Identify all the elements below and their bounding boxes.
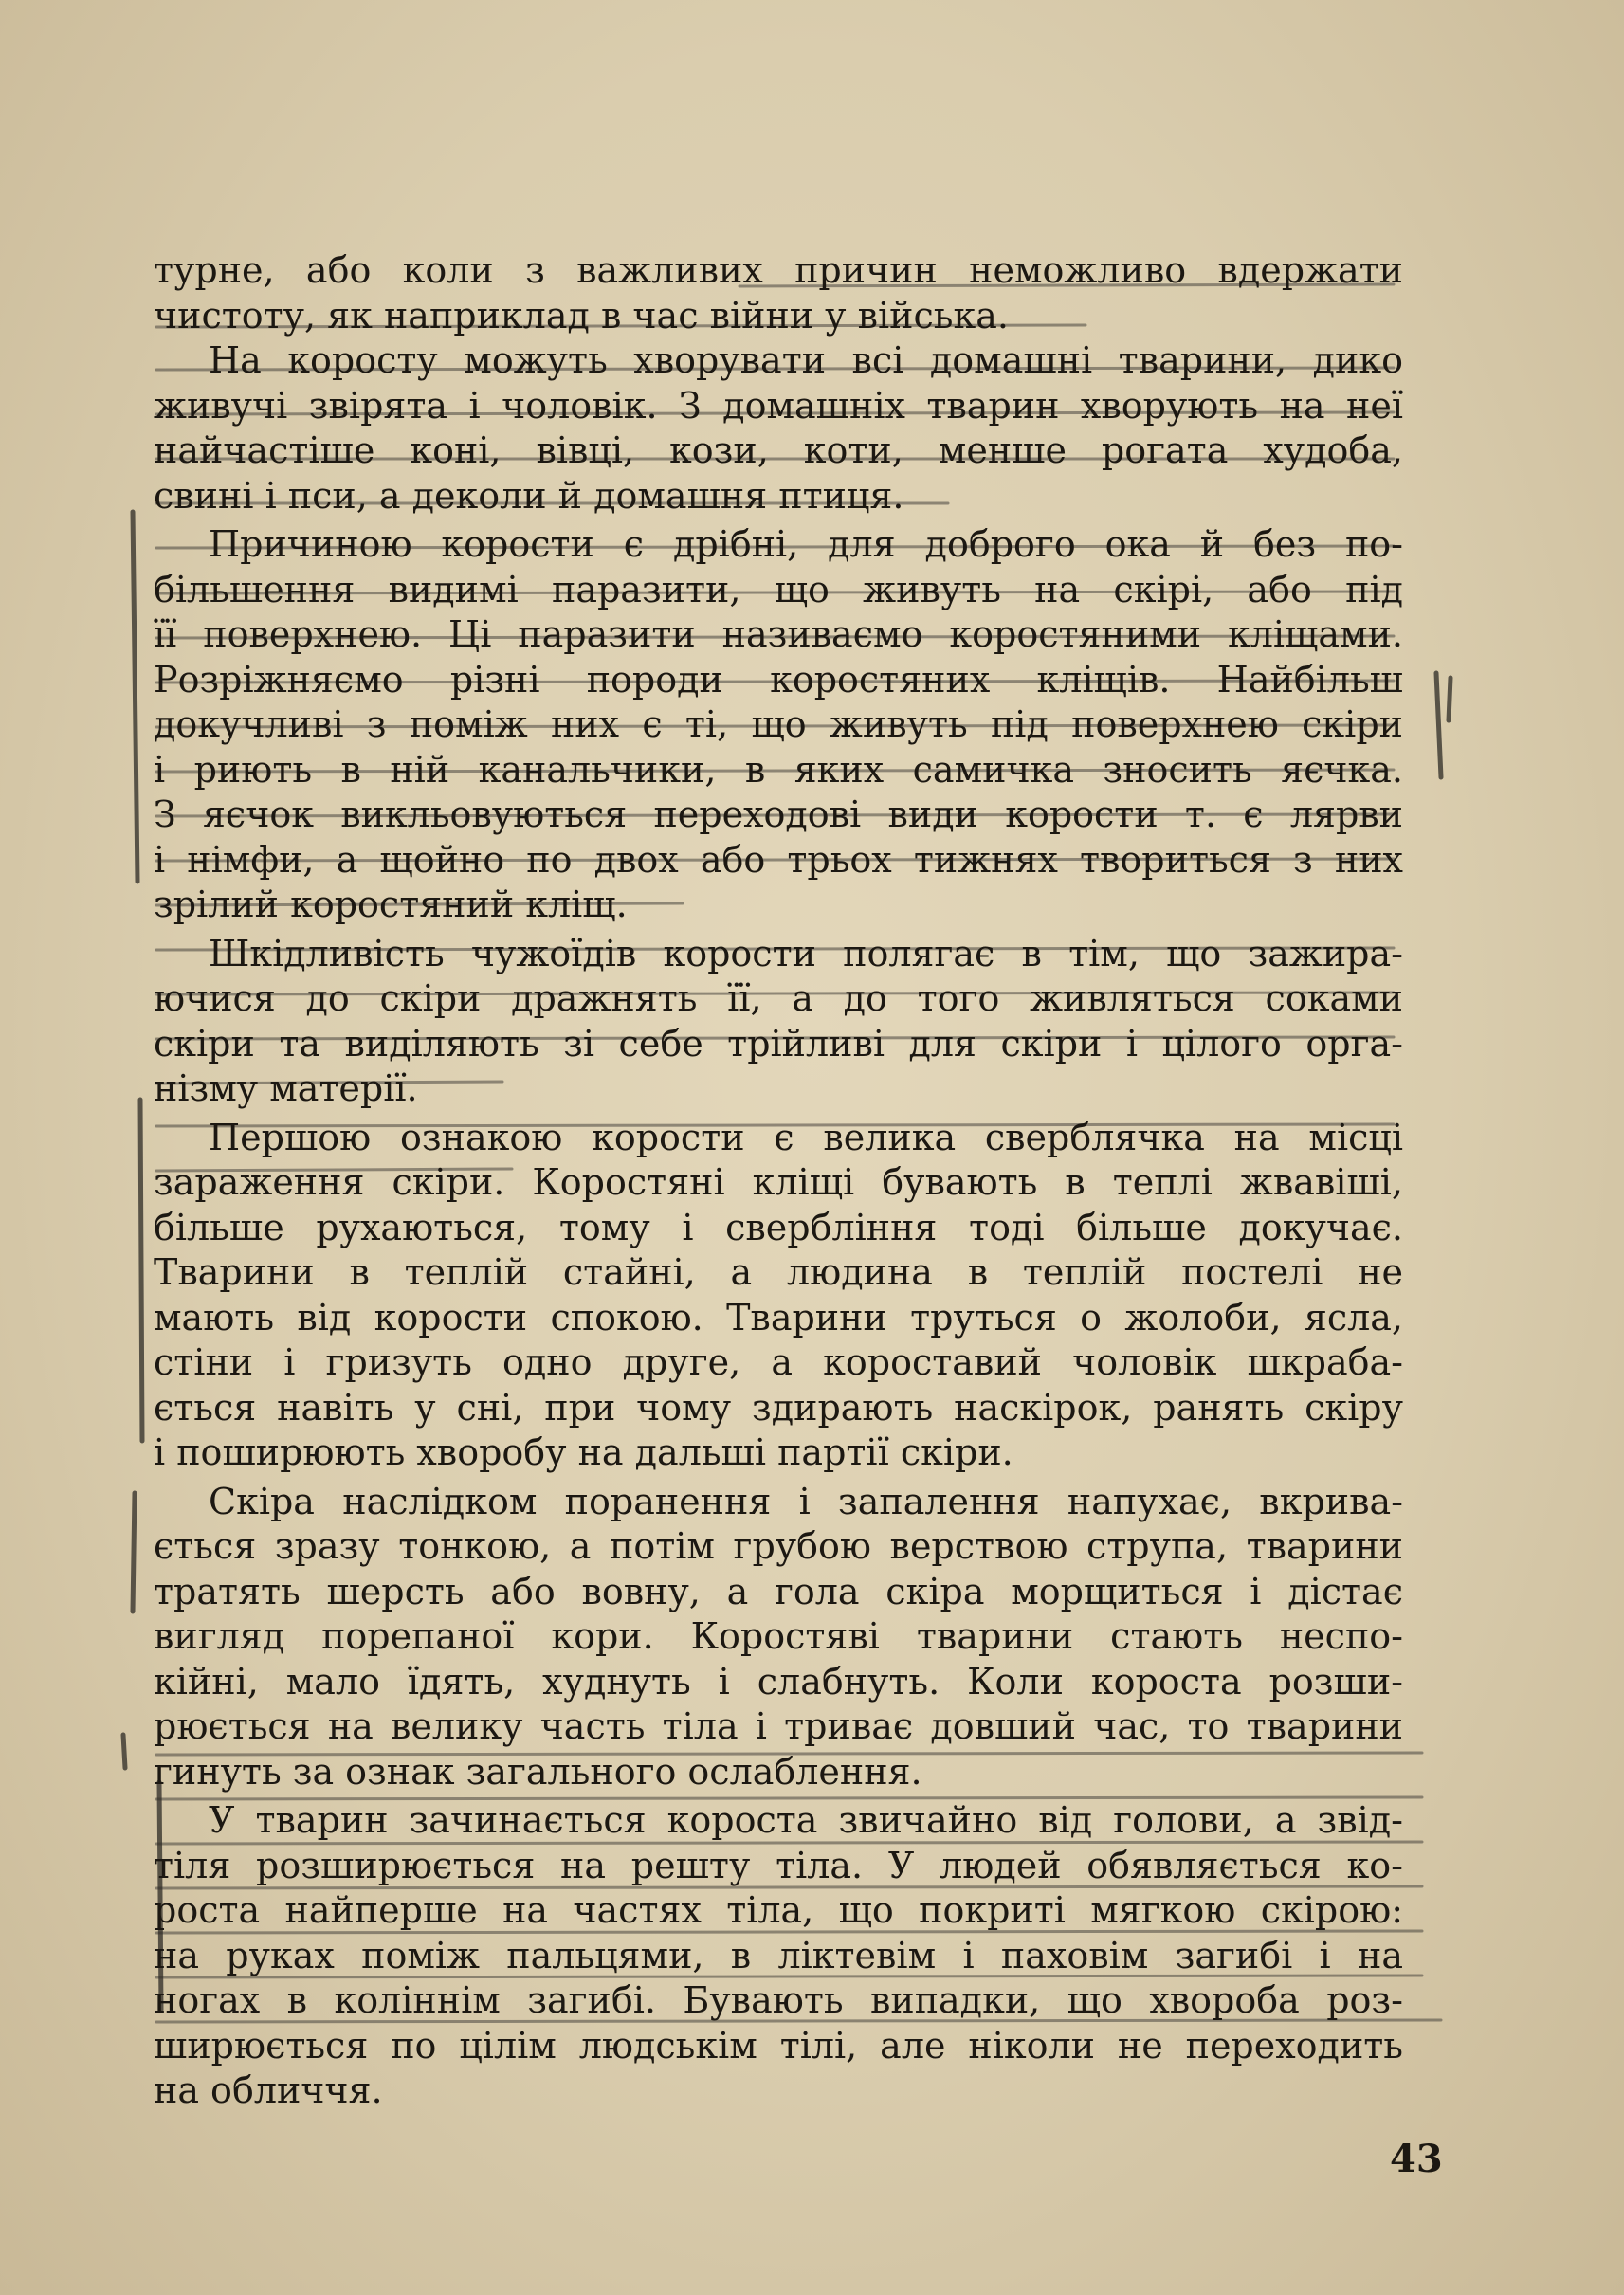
text-line: турне, або коли з важливих причин неможливо вдержати (154, 249, 1403, 291)
text-line: Причиною корости є дрібні, для доброго ока й без по- (209, 523, 1403, 565)
text-line: зараження скіри. Коростяні кліщі бувають в теплі жвавіші, (154, 1161, 1403, 1203)
text-line: кійні, мало їдять, худнуть і слабнуть. Коли короста розши- (154, 1660, 1403, 1703)
text-line: тіля розширюється на решту тіла. У людей обявляється ко- (154, 1844, 1403, 1886)
text-line: гинуть за ознак загального ослаблення. (154, 1750, 922, 1793)
text-line: З яєчок викльовуються переходові види корости т. є лярви (154, 793, 1403, 835)
text-line: ється навіть у сні, при чому здирають наскірок, ранять скіру (154, 1386, 1403, 1429)
text-line: і риють в ній канальчики, в яких самичка зносить яєчка. (154, 748, 1403, 791)
text-line: Розріжняємо різні породи коростяних кліщів. Найбільш (154, 658, 1403, 701)
text-line: більше рухаються, тому і свербління тоді більше докучає. (154, 1206, 1403, 1248)
text-line: ється зразу тонкою, а потім грубою верствою струпа, тварини (154, 1525, 1403, 1567)
text-line: зрілий коростяний кліщ. (154, 883, 628, 925)
text-line: тратять шерсть або вовну, а гола скіра морщиться і дістає (154, 1570, 1403, 1612)
text-line: живучі звірята і чоловік. З домашніх тварин хворують на неї (154, 384, 1403, 427)
text-line: на обличчя. (154, 2069, 383, 2111)
margin-bar-mark (1436, 673, 1441, 777)
margin-bar-mark (140, 1100, 142, 1441)
text-line: докучливі з поміж них є ті, що живуть під поверхнею скіри (154, 703, 1403, 745)
text-line: Тварини в теплій стайні, а людина в теплій постелі не (154, 1251, 1403, 1293)
text-line: роста найперше на частях тіла, що покриті мягкою скірою: (154, 1889, 1403, 1931)
text-line: свині і пси, а деколи й домашня птиця. (154, 474, 904, 517)
text-line: У тварин зачинається короста звичайно від голови, а звід- (209, 1799, 1403, 1841)
text-line: ширюється по цілім людськім тілі, але ніколи не переходить (154, 2024, 1403, 2067)
text-line: Шкідливість чужоїдів корости полягає в тім, що зажира- (209, 932, 1403, 974)
text-line: на руках поміж пальцями, в ліктевім і паховім загибі і на (154, 1934, 1403, 1976)
text-line: ючися до скіри дражнять її, а до того живляться соками (154, 977, 1403, 1019)
text-line: найчастіше коні, вівці, кози, коти, менше рогата худоба, (154, 429, 1403, 471)
text-line: її поверхнею. Ці паразити називаємо коростяними кліщами. (154, 613, 1403, 655)
text-line: Скіра наслідком поранення і запалення напухає, вкрива- (209, 1480, 1403, 1522)
text-line: скіри та виділяють зі себе трійливі для скіри і цілого орга- (154, 1022, 1403, 1065)
text-line: вигляд порепаної кори. Коростяві тварини стають неспо- (154, 1615, 1403, 1657)
margin-bar-mark (1449, 678, 1451, 720)
page-text (154, 248, 1403, 2114)
margin-bar-mark (133, 512, 137, 882)
text-line: нізму матерії. (154, 1067, 418, 1109)
text-line: і поширюють хворобу на дальші партії скіри. (154, 1431, 1013, 1473)
text-line: рюється на велику часть тіла і триває довший час, то тварини (154, 1705, 1403, 1747)
text-line: чистоту, як наприклад в час війни у війська. (154, 294, 1009, 337)
text-line: Першою ознакою корости є велика сверблячка на місці (209, 1116, 1403, 1158)
text-line: і німфи, а щойно по двох або трьох тижнях твориться з них (154, 838, 1403, 881)
text-line: На коросту можуть хворувати всі домашні тварини, дико (209, 339, 1403, 381)
text-line: більшення видимі паразити, що живуть на скірі, або під (154, 568, 1403, 610)
text-line: ногах в коліннім загибі. Бувають випадки, що хвороба роз- (154, 1979, 1403, 2021)
margin-bar-mark (123, 1735, 125, 1768)
text-line: стіни і гризуть одно друге, а короставий чоловік шкраба- (154, 1341, 1403, 1383)
page-number: 43 (1390, 2137, 1443, 2181)
margin-bar-mark (133, 1493, 135, 1612)
text-line: мають від корости спокою. Тварини труться о жолоби, ясла, (154, 1296, 1403, 1339)
